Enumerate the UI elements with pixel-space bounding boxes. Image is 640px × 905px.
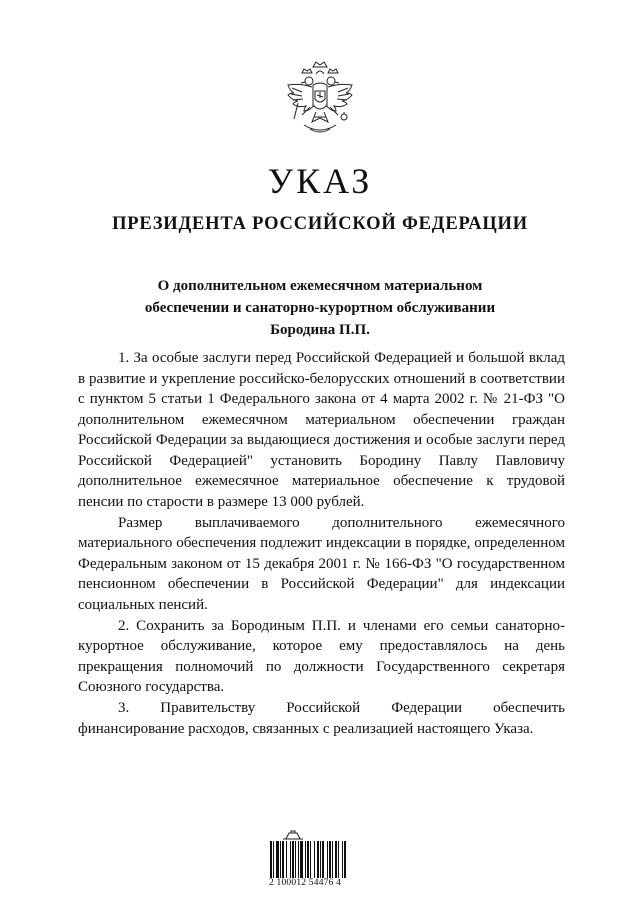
paragraph: 2. Сохранить за Бородиным П.П. и членами его семьи санаторно-курортное обслуживание, которое ему предоставлялось на день прекращения полномочий по должности Государственного секретаря Союзного государства. (78, 617, 565, 695)
paragraph: Размер выплачиваемого дополнительного ежемесячного материального обеспечения подлежит индексации в порядке, определенном Федеральным законом от 15 декабря 2001 г. № 166-ФЗ "О государственном пенсионном обеспечении в Российской Федерации" для индексации социальных пенсий. (78, 514, 565, 613)
heading-line: обеспечении и санаторно-курортном обслуживании (144, 300, 496, 316)
barcode-number: 2 100012 54476 4 (269, 878, 342, 888)
decree-heading (0, 275, 640, 341)
heading-line: О дополнительном ежемесячном материальном (157, 278, 483, 294)
decree-title: УКАЗ (267, 161, 373, 201)
heading-line: Бородина П.П. (270, 322, 370, 338)
barcode-icon (269, 841, 372, 878)
decree-body (78, 348, 565, 740)
barcode-area (269, 830, 372, 892)
printer-mark-icon (281, 830, 305, 840)
decree-subtitle: ПРЕЗИДЕНТА РОССИЙСКОЙ ФЕДЕРАЦИИ (112, 214, 528, 234)
paragraph: 3. Правительству Российской Федерации обеспечить финансирование расходов, связанных с реализацией настоящего Указа. (78, 700, 565, 737)
coat-of-arms-icon (280, 55, 360, 145)
paragraph: 1. За особые заслуги перед Российской Федерацией и большой вклад в развитие и укрепление российско-белорусских отношений в соответствии с пунктом 5 статьи 1 Федерального закона от 4 марта 2002 г. № 21-ФЗ "О дополнительном ежемесячном материальном обеспечении граждан Российской Федерации за выдающиеся достижения и особые заслуги перед Российской Федерацией" установить Бородину Павлу Павловичу дополнительное ежемесячное материальное обеспечение к трудовой пенсии по старости в размере 13 000 рублей. (78, 350, 565, 510)
